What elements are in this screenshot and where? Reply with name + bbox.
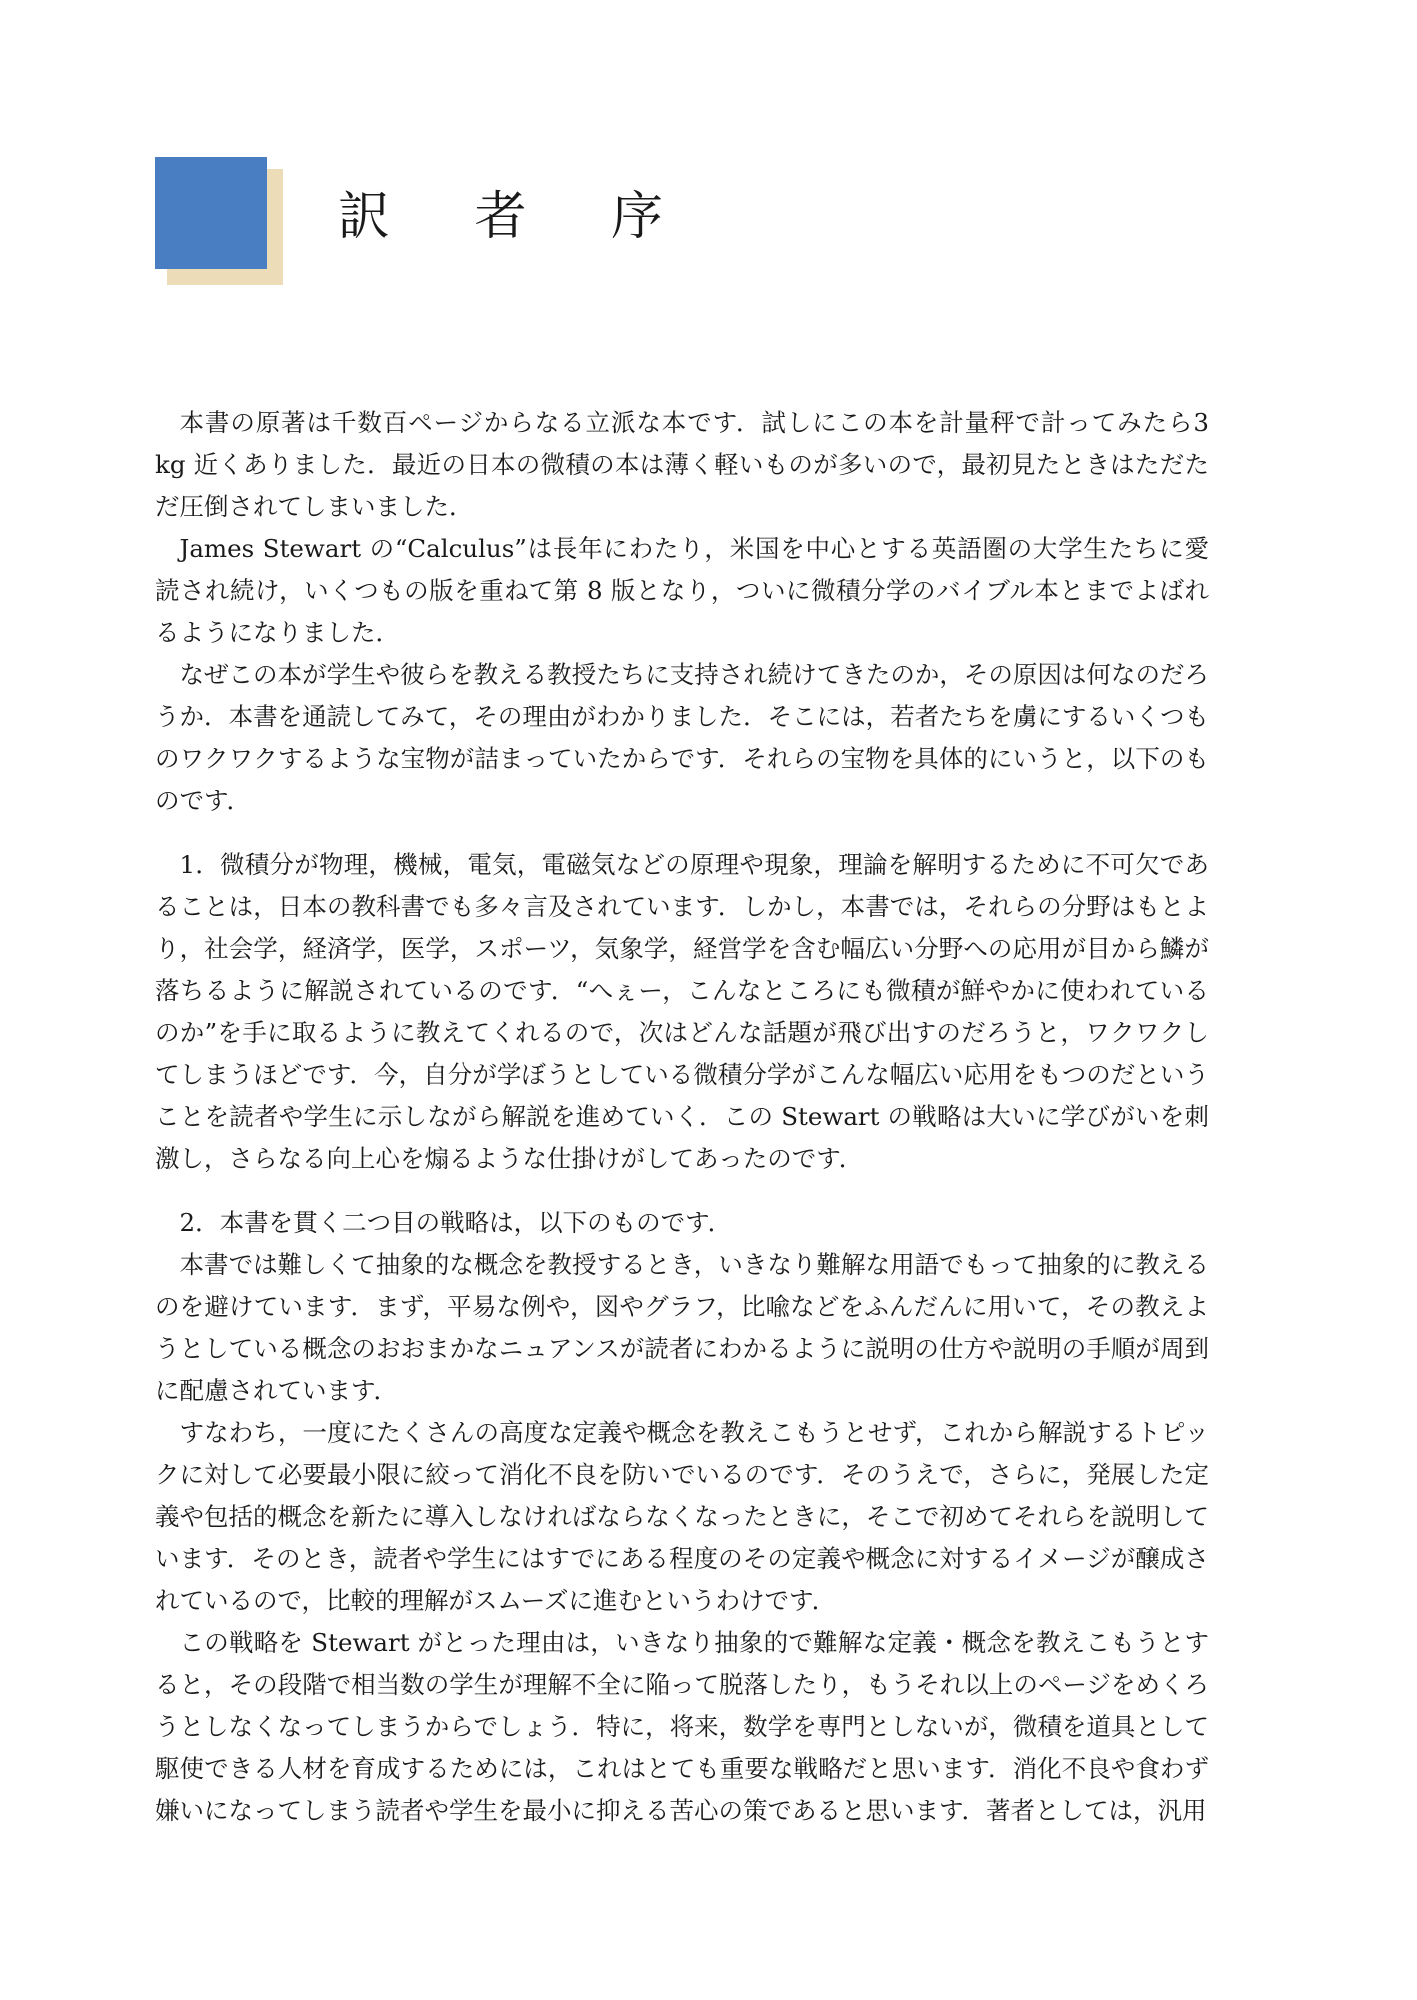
paragraph: 本書の原著は千数百ページからなる立派な本です．試しにこの本を計量秤で計ってみたら3 kg 近くありました．最近の日本の微積の本は薄く軽いものが多いので，最初見たときはただただ圧倒されてしまいました． xyxy=(155,408,1209,521)
numbered-point-1: 1．微積分が物理，機械，電気，電磁気などの原理や現象，理論を解明するために不可欠であることは，日本の教科書でも多々言及されています．しかし，本書では，それらの分野はもとより，社会学，経済学，医学，スポーツ，気象学，経営学を含む幅広い分野への応用が目から鱗が落ちるように解説されているのです．“へぇー，こんなところにも微積が鮮やかに使われているのか”を手に取るように教えてくれるので，次はどんな話題が飛び出すのだろうと，ワクワクしてしまうほどです．今，自分が学ぼうとしている微積分学がこんな幅広い応用をもつのだということを読者や学生に示しながら解説を進めていく．この Stewart の戦略は大いに学びがいを刺激し，さらなる向上心を煽るような仕掛けがしてあったのです． xyxy=(155,850,1209,1173)
page-title: 訳 者 序 xyxy=(338,187,698,247)
heading-decoration-blue xyxy=(155,157,267,269)
paragraph: 本書では難しくて抽象的な概念を教授するとき，いきなり難解な用語でもって抽象的に教えるのを避けています．まず，平易な例や，図やグラフ，比喩などをふんだんに用いて，その教えようとしている概念のおおまかなニュアンスが読者にわかるように説明の仕方や説明の手順が周到に配慮されています． xyxy=(155,1250,1209,1405)
paragraph: なぜこの本が学生や彼らを教える教授たちに支持され続けてきたのか，その原因は何なのだろうか．本書を通読してみて，その理由がわかりました．そこには，若者たちを虜にするいくつものワクワクするような宝物が詰まっていたからです．それらの宝物を具体的にいうと，以下のものです． xyxy=(155,660,1209,815)
preface-body xyxy=(155,402,1209,1832)
paragraph: この戦略を Stewart がとった理由は，いきなり抽象的で難解な定義・概念を教えこもうとすると，その段階で相当数の学生が理解不全に陥って脱落したり，もうそれ以上のページをめくろうとしなくなってしまうからでしょう．特に，将来，数学を専門としないが，微積を道具として駆使できる人材を育成するためには，これはとても重要な戦略だと思います．消化不良や食わず嫌いになってしまう読者や学生を最小に抑える苦心の策であると思います．著者としては，汎用 xyxy=(155,1628,1209,1825)
paragraph: James Stewart の“Calculus”は長年にわたり，米国を中心とする英語圏の大学生たちに愛読され続け，いくつもの版を重ねて第 8 版となり，ついに微積分学のバイブル本とまでよばれるようになりました． xyxy=(155,534,1209,647)
paragraph: すなわち，一度にたくさんの高度な定義や概念を教えこもうとせず，これから解説するトピックに対して必要最小限に絞って消化不良を防いでいるのです．そのうえで，さらに，発展した定義や包括的概念を新たに導入しなければならなくなったときに，そこで初めてそれらを説明しています．そのとき，読者や学生にはすでにある程度のその定義や概念に対するイメージが醸成されているので，比較的理解がスムーズに進むというわけです． xyxy=(155,1418,1209,1615)
numbered-point-2: 2．本書を貫く二つ目の戦略は，以下のものです． xyxy=(179,1208,733,1237)
